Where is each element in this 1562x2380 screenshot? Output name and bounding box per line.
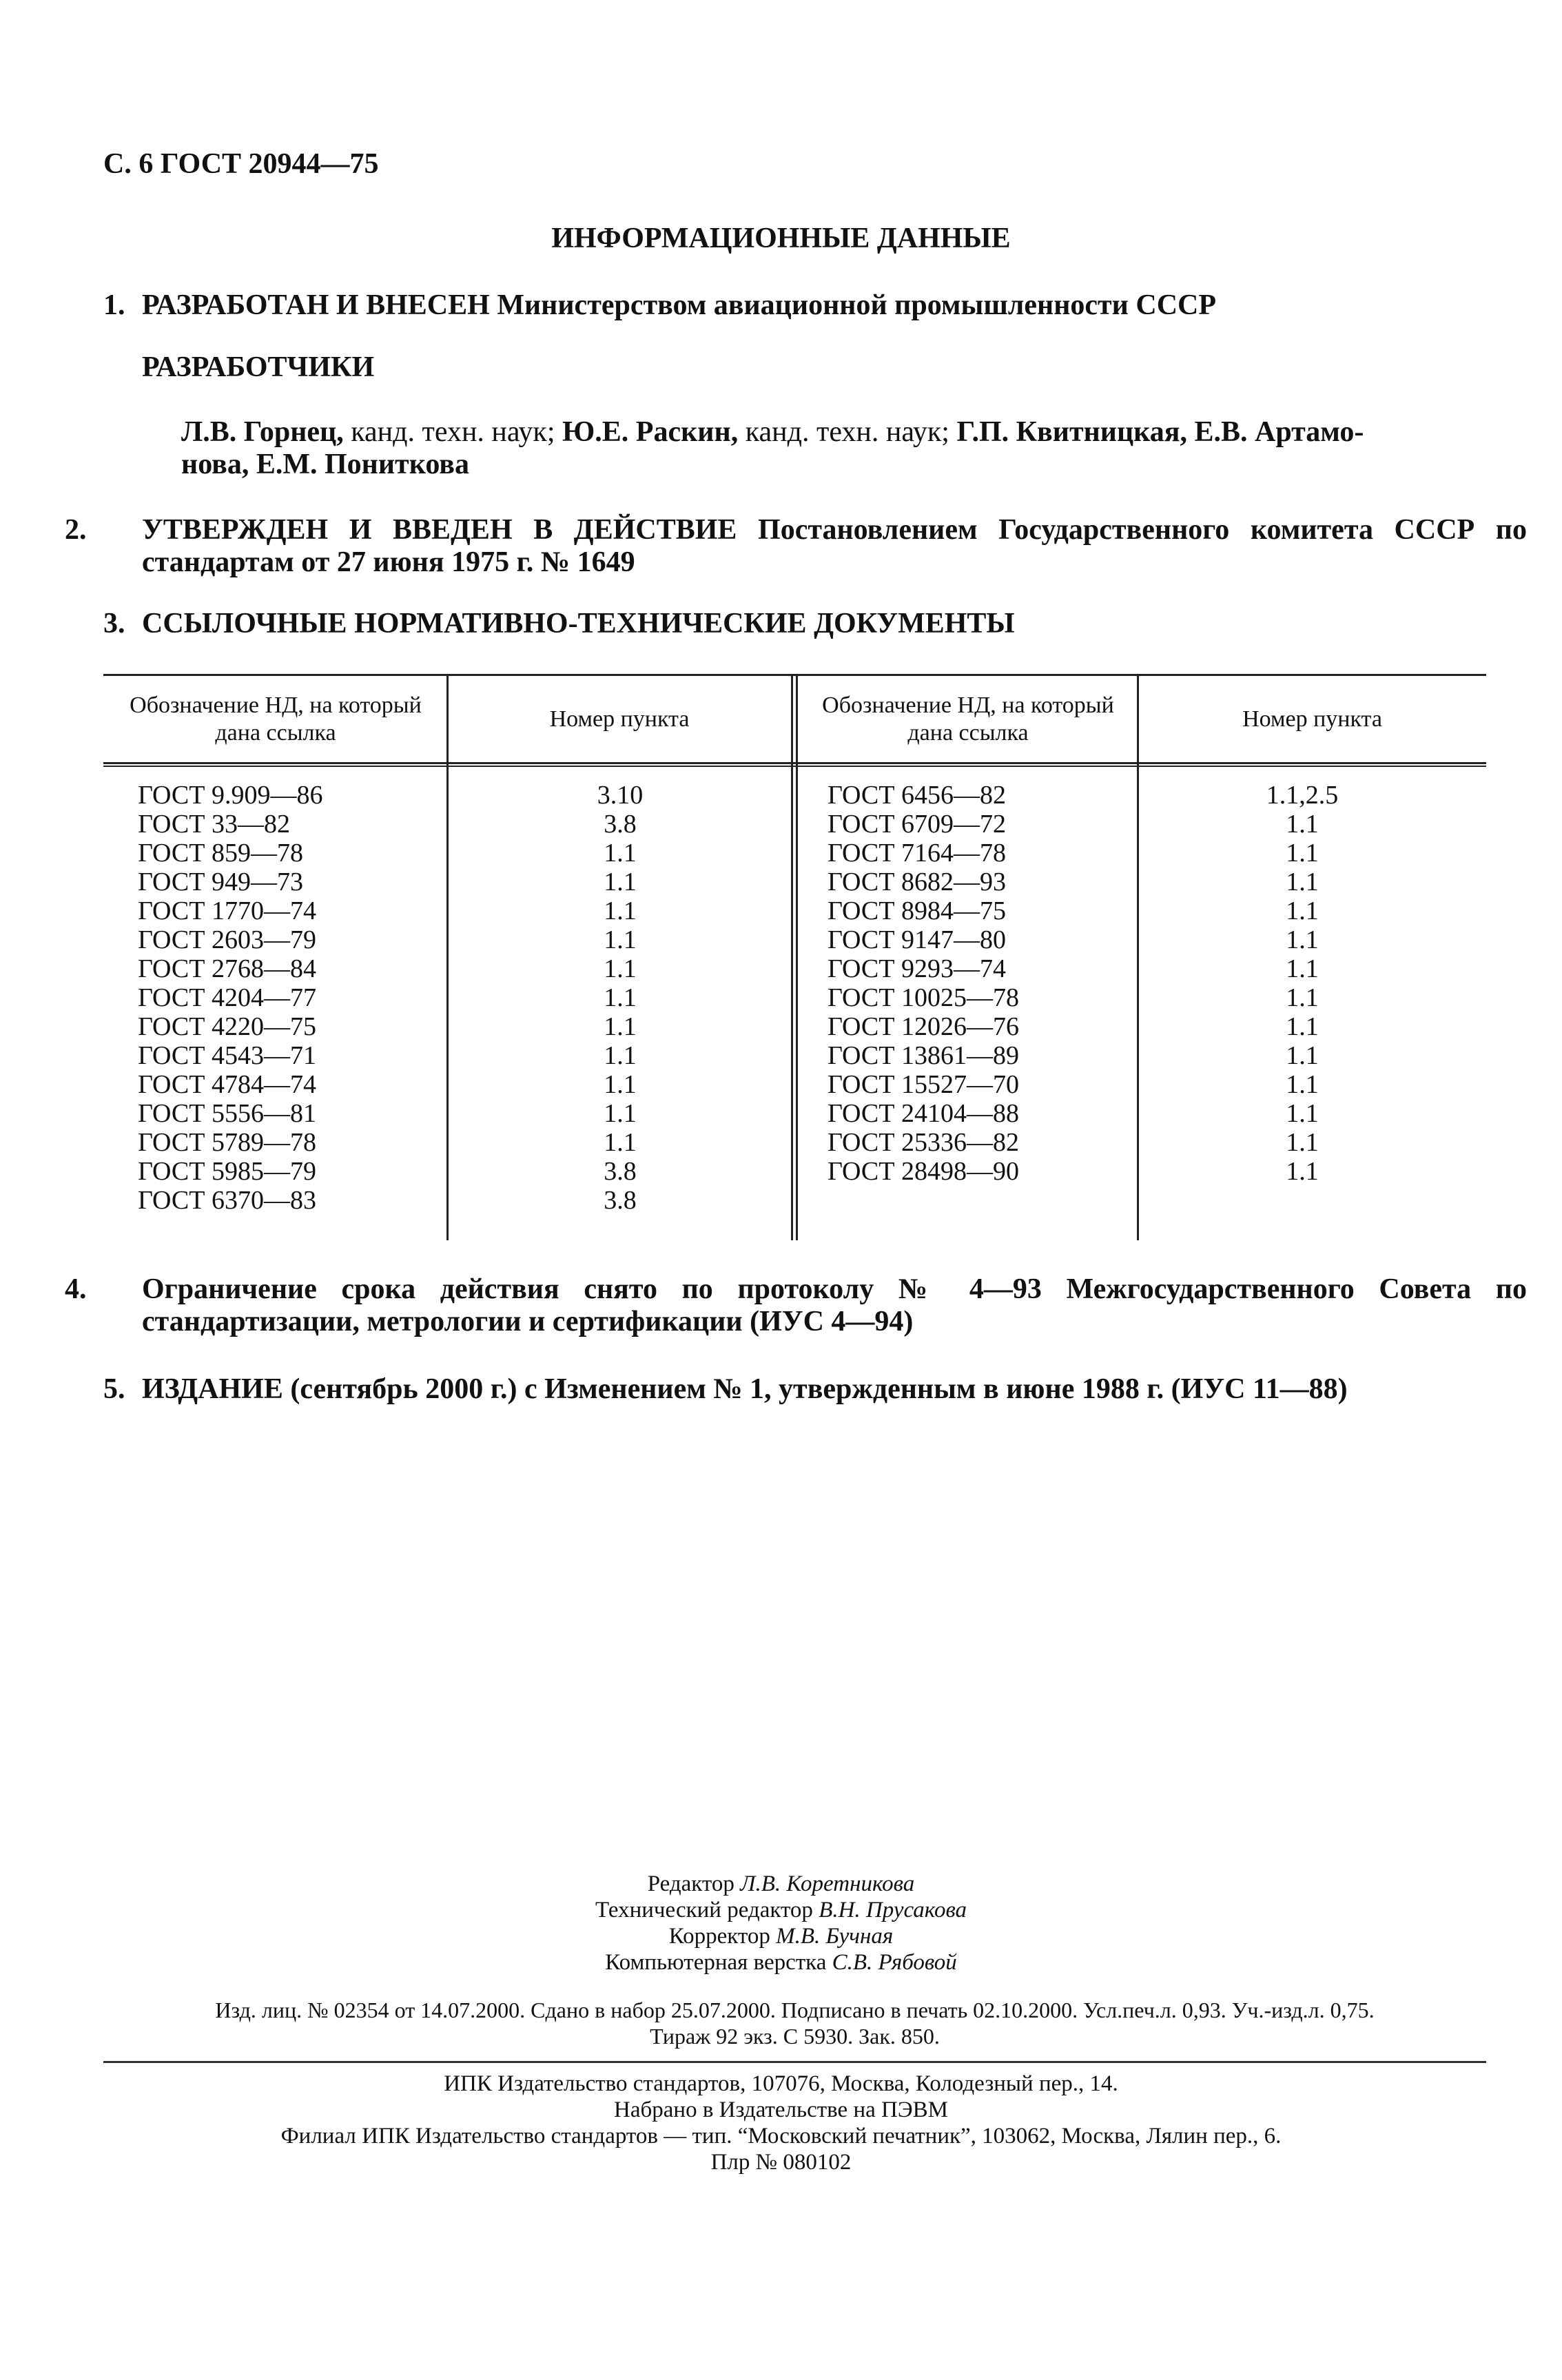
table-cell-doc: ГОСТ 4204—77 <box>138 983 316 1012</box>
table-column-divider <box>1137 674 1139 1240</box>
table-cell-doc: ГОСТ 859—78 <box>138 839 303 868</box>
developer-name: Л.В. Горнец, <box>181 416 344 448</box>
table-header-doc: Обозначение НД, на который дана ссылка <box>822 693 1114 746</box>
table-cell-doc: ГОСТ 4543—71 <box>138 1041 316 1070</box>
imprint-line: Тираж 92 экз. С 5930. Зак. 850. <box>650 2024 940 2049</box>
table-cell-doc: ГОСТ 2768—84 <box>138 954 316 983</box>
section-3-text: ССЫЛОЧНЫЕ НОРМАТИВНО-ТЕХНИЧЕСКИЕ ДОКУМЕНТЫ <box>142 608 1015 639</box>
credit-label: Корректор <box>668 1924 777 1949</box>
table-cell-item: 3.8 <box>604 1157 637 1186</box>
table-header-item: Номер пункта <box>1242 706 1382 732</box>
table-cell-doc: ГОСТ 4784—74 <box>138 1070 316 1099</box>
publisher-line: Плр № 080102 <box>710 2150 852 2175</box>
section-1-number: 1. <box>103 289 125 321</box>
credit-name: С.В. Рябовой <box>832 1950 957 1975</box>
developer-degree: канд. техн. наук; <box>738 416 957 448</box>
section-2-lead: УТВЕРЖДЕН И ВВЕДЕН В ДЕЙСТВИЕ <box>142 514 737 546</box>
section-3 <box>103 608 1488 640</box>
publisher-line: Филиал ИПК Издательство стандартов — тип. “Московский печатник”, 103062, Москва, Лялин пер., 6. <box>280 2124 1282 2148</box>
table-cell-item: 1.1 <box>1286 925 1319 954</box>
left-doc-column <box>138 781 323 1215</box>
credit-label: Редактор <box>647 1871 741 1896</box>
publisher-line: ИПК Издательство стандартов, 107076, Москва, Колодезный пер., 14. <box>444 2071 1118 2096</box>
credits-block <box>0 1871 1562 1976</box>
section-4 <box>65 1273 1527 1338</box>
section-1-lead: РАЗРАБОТАН И ВНЕСЕН <box>142 289 490 321</box>
section-4-number: 4. <box>65 1273 87 1305</box>
table-cell-item: 1.1 <box>604 1041 637 1070</box>
table-cell-item: 3.8 <box>604 1186 637 1215</box>
table-cell-item: 1.1 <box>604 1099 637 1128</box>
table-cell-item: 1.1 <box>604 1012 637 1041</box>
table-cell-doc: ГОСТ 9.909—86 <box>138 781 323 810</box>
table-cell-item: 1.1 <box>1286 1012 1319 1041</box>
table-cell-doc: ГОСТ 25336—82 <box>828 1128 1019 1157</box>
table-header-doc: Обозначение НД, на который дана ссылка <box>130 693 422 746</box>
section-5 <box>103 1373 1488 1406</box>
developers-list <box>181 416 1488 449</box>
section-1-text: Министерством авиационной промышленности СССР <box>489 289 1217 321</box>
table-cell-doc: ГОСТ 2603—79 <box>138 925 316 954</box>
table-cell-doc: ГОСТ 949—73 <box>138 868 303 896</box>
credit-corrector <box>0 1923 1562 1949</box>
table-cell-doc: ГОСТ 13861—89 <box>828 1041 1019 1070</box>
developers-list-continued: нова, Е.М. Пониткова <box>181 449 469 480</box>
publisher-block <box>0 2071 1562 2175</box>
table-cell-doc: ГОСТ 8682—93 <box>828 868 1006 896</box>
table-cell-item: 1.1 <box>604 868 637 896</box>
section-2-number: 2. <box>65 514 87 546</box>
table-cell-doc: ГОСТ 4220—75 <box>138 1012 316 1041</box>
table-cell-doc: ГОСТ 6370—83 <box>138 1186 316 1215</box>
table-cell-item: 1.1,2.5 <box>1266 781 1339 810</box>
table-column-divider <box>791 674 793 1240</box>
table-cell-doc: ГОСТ 9147—80 <box>828 925 1006 954</box>
table-cell-item: 1.1 <box>1286 1041 1319 1070</box>
credit-tech-editor <box>0 1897 1562 1923</box>
table-cell-doc: ГОСТ 24104—88 <box>828 1099 1019 1128</box>
table-header-rule-double <box>103 766 1486 767</box>
table-cell-item: 1.1 <box>1286 868 1319 896</box>
developer-name: Г.П. Квитницкая, Е.В. Артамо- <box>956 416 1364 448</box>
table-cell-item: 1.1 <box>604 1128 637 1157</box>
table-cell-doc: ГОСТ 10025—78 <box>828 983 1019 1012</box>
table-cell-item: 1.1 <box>604 896 637 925</box>
table-header-item: Номер пункта <box>549 706 690 732</box>
table-cell-doc: ГОСТ 8984—75 <box>828 896 1006 925</box>
right-doc-column <box>828 781 1019 1186</box>
publisher-line: Набрано в Издательстве на ПЭВМ <box>614 2097 948 2122</box>
table-cell-doc: ГОСТ 9293—74 <box>828 954 1006 983</box>
table-cell-item: 3.8 <box>604 810 637 839</box>
credit-name: В.Н. Прусакова <box>819 1898 967 1922</box>
table-cell-item: 1.1 <box>1286 1128 1319 1157</box>
table-cell-item: 1.1 <box>604 1070 637 1099</box>
footer-rule <box>103 2061 1486 2063</box>
table-cell-doc: ГОСТ 5556—81 <box>138 1099 316 1128</box>
section-4-text: Ограничение срока действия снято по протоколу № 4—93 Межгосударственного Совета по стандартизации, метрологии и сертификации (ИУС 4—94) <box>142 1273 1527 1337</box>
credit-label: Компьютерная верстка <box>605 1950 832 1975</box>
table-cell-doc: ГОСТ 1770—74 <box>138 896 316 925</box>
credit-label: Технический редактор <box>595 1898 819 1922</box>
credit-layout <box>0 1949 1562 1976</box>
imprint-block <box>103 1997 1486 2049</box>
table-cell-doc: ГОСТ 6709—72 <box>828 810 1006 839</box>
table-cell-item: 1.1 <box>604 983 637 1012</box>
references-table <box>103 674 1486 1240</box>
credit-name: Л.В. Коретникова <box>740 1871 915 1896</box>
section-1 <box>103 289 1488 322</box>
imprint-line: Изд. лиц. № 02354 от 14.07.2000. Сдано в набор 25.07.2000. Подписано в печать 02.10.2000. Усл.печ.л. 0,93. Уч.-изд.л. 0,75. <box>215 1998 1375 2022</box>
section-5-number: 5. <box>103 1373 125 1405</box>
table-cell-doc: ГОСТ 33—82 <box>138 810 290 839</box>
developer-name: Ю.Е. Раскин, <box>562 416 739 448</box>
table-cell-doc: ГОСТ 15527—70 <box>828 1070 1019 1099</box>
table-cell-item: 3.10 <box>597 781 644 810</box>
section-3-number: 3. <box>103 608 125 639</box>
table-cell-item: 1.1 <box>1286 1157 1319 1186</box>
table-column-divider-double <box>796 674 798 1240</box>
table-cell-item: 1.1 <box>1286 983 1319 1012</box>
table-cell-item: 1.1 <box>1286 954 1319 983</box>
left-item-column <box>558 781 682 1215</box>
table-cell-item: 1.1 <box>1286 810 1319 839</box>
table-cell-item: 1.1 <box>1286 1070 1319 1099</box>
table-cell-item: 1.1 <box>604 839 637 868</box>
table-cell-doc: ГОСТ 7164—78 <box>828 839 1006 868</box>
page-header: С. 6 ГОСТ 20944—75 <box>103 148 379 180</box>
table-column-divider <box>446 674 449 1240</box>
table-header-rule <box>103 762 1486 764</box>
table-cell-doc: ГОСТ 5985—79 <box>138 1157 316 1186</box>
developers-heading: РАЗРАБОТЧИКИ <box>142 351 375 383</box>
developer-degree: канд. техн. наук; <box>343 416 562 448</box>
table-cell-item: 1.1 <box>1286 1099 1319 1128</box>
table-cell-doc: ГОСТ 12026—76 <box>828 1012 1019 1041</box>
section-2-text: Постановлением Государственного комитета СССР по стандартам от 27 июня 1975 г. № 1649 <box>142 514 1527 578</box>
table-cell-item: 1.1 <box>1286 839 1319 868</box>
credit-editor <box>0 1871 1562 1897</box>
right-item-column <box>1240 781 1364 1186</box>
table-cell-item: 1.1 <box>604 925 637 954</box>
table-cell-item: 1.1 <box>604 954 637 983</box>
table-cell-doc: ГОСТ 28498—90 <box>828 1157 1019 1186</box>
credit-name: М.В. Бучная <box>776 1924 894 1949</box>
section-5-text: ИЗДАНИЕ (сентябрь 2000 г.) с Изменением № 1, утвержденным в июне 1988 г. (ИУС 11—88) <box>142 1373 1348 1405</box>
table-cell-doc: ГОСТ 5789—78 <box>138 1128 316 1157</box>
table-top-rule <box>103 674 1486 676</box>
table-cell-doc: ГОСТ 6456—82 <box>828 781 1006 810</box>
document-title: ИНФОРМАЦИОННЫЕ ДАННЫЕ <box>551 223 1011 254</box>
table-cell-item: 1.1 <box>1286 896 1319 925</box>
section-2 <box>65 514 1527 579</box>
